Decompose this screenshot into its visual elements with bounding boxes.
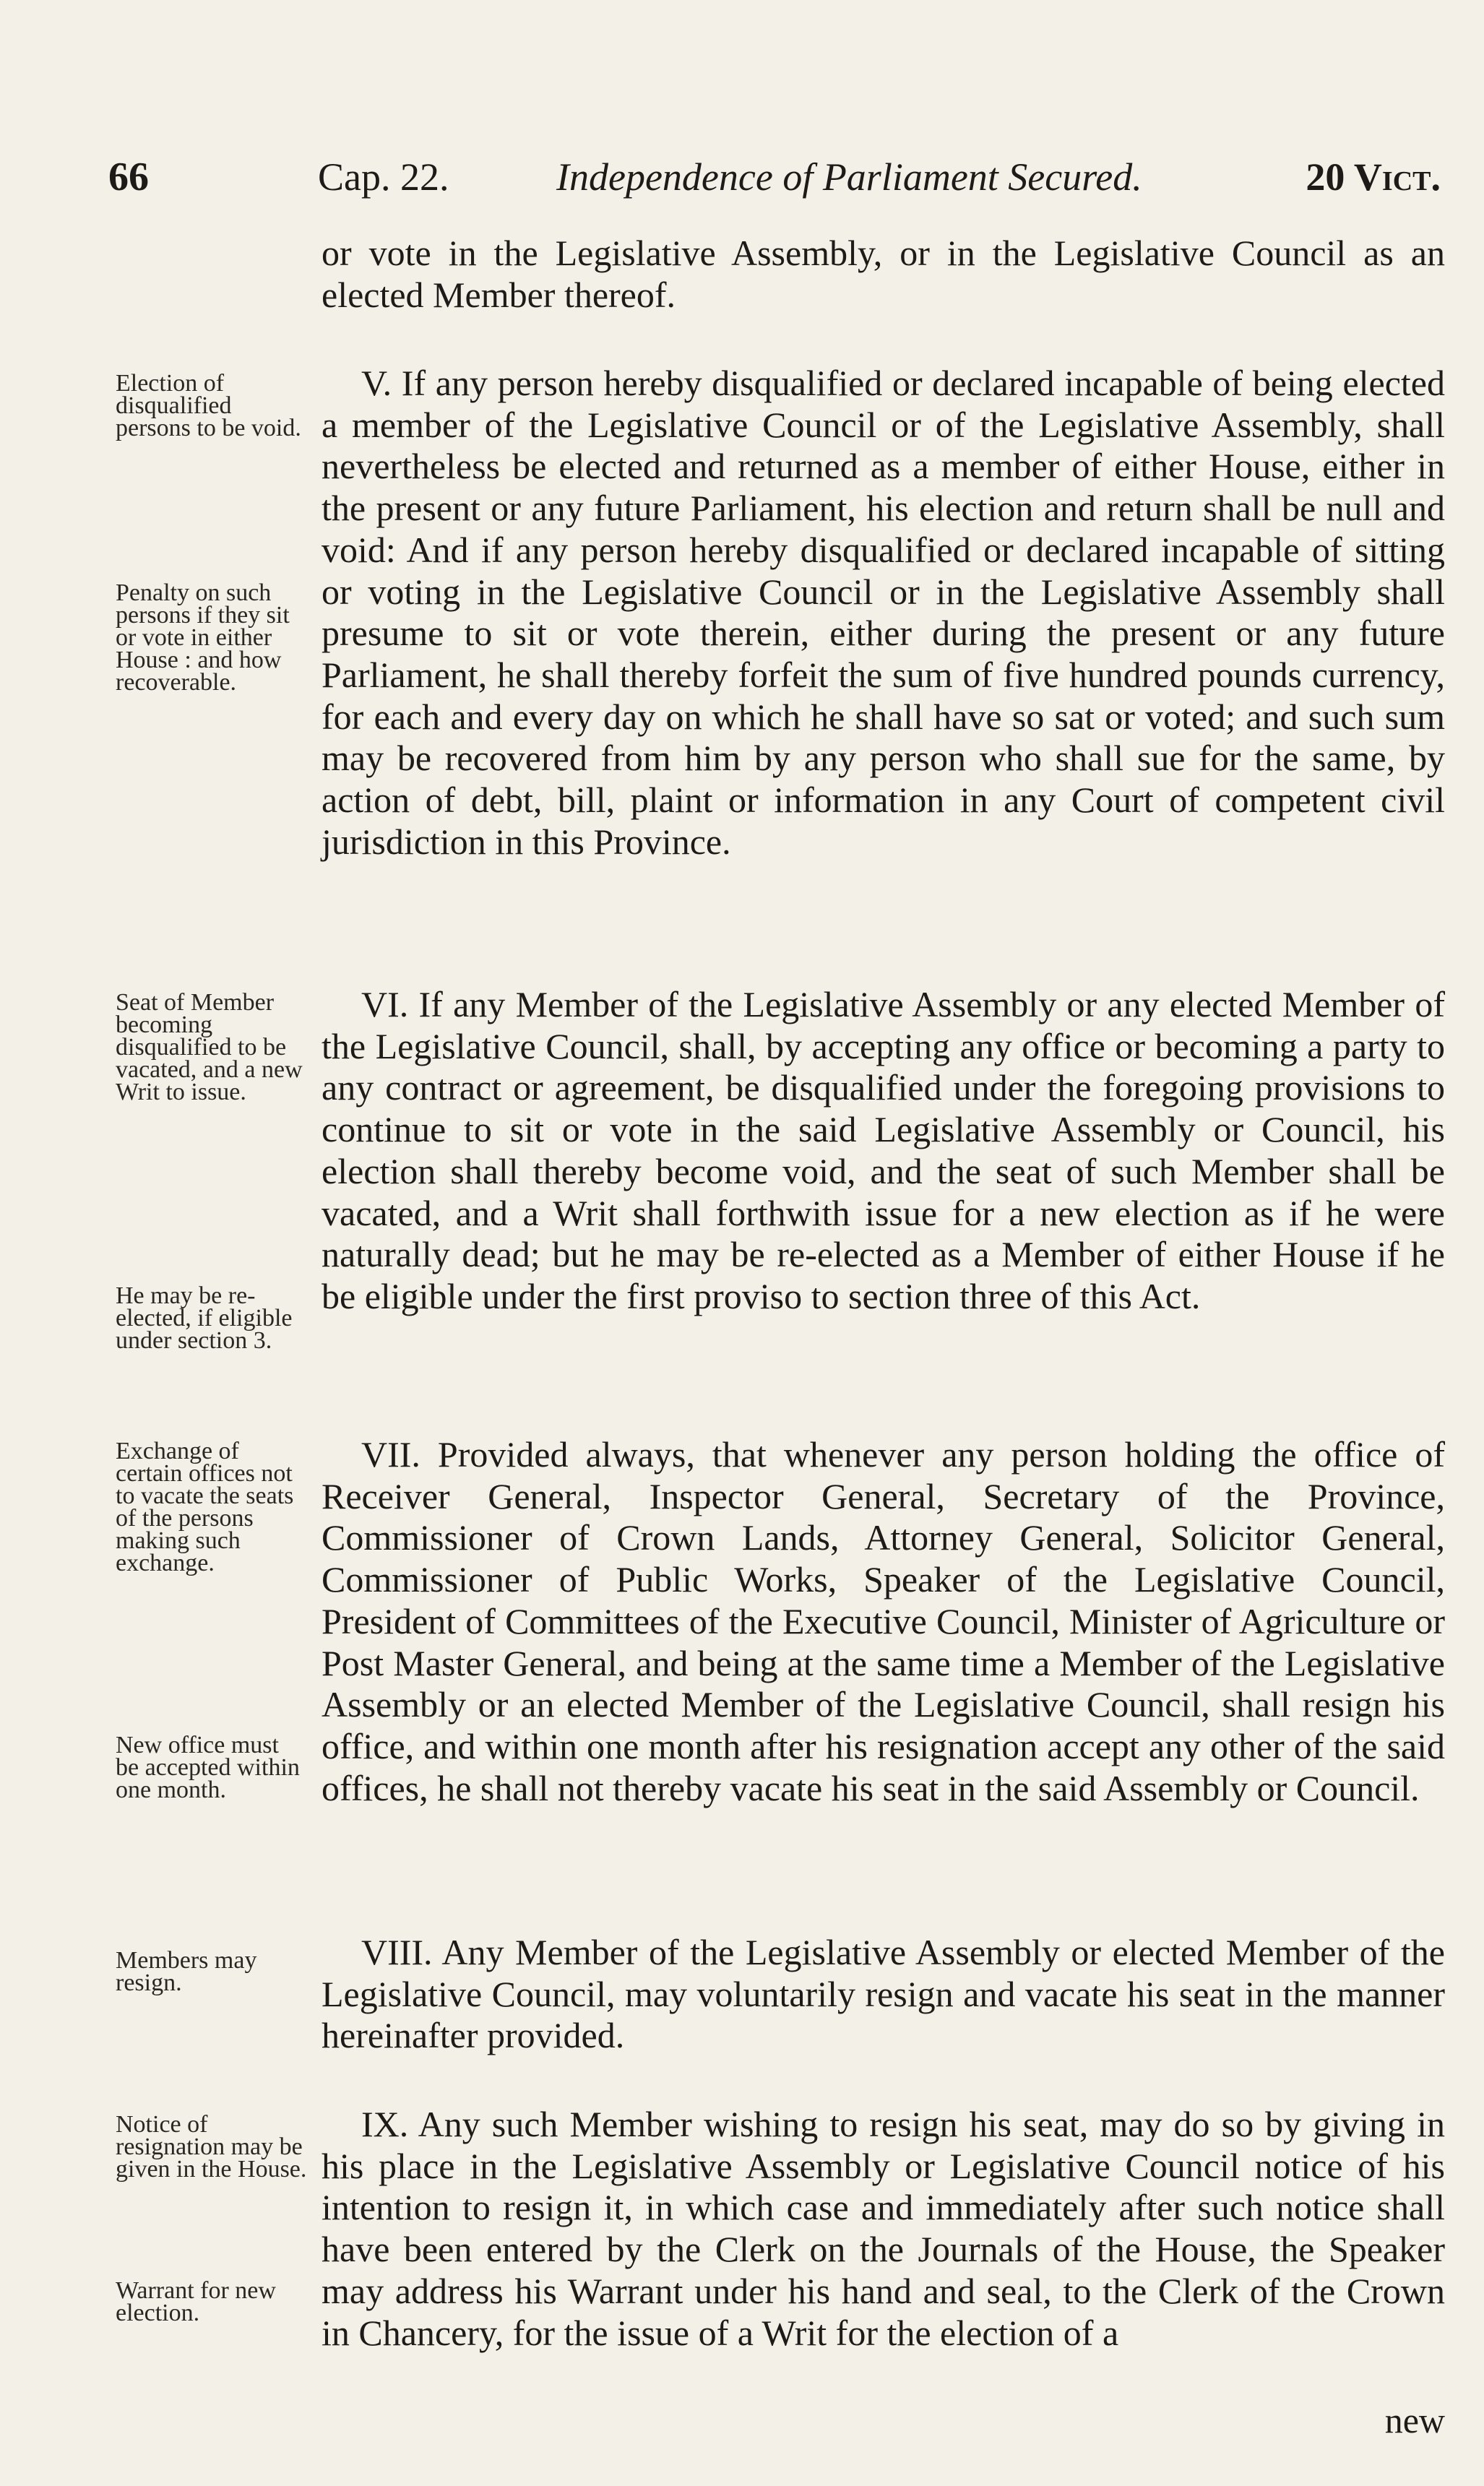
section-6 — [322, 984, 1445, 1318]
section-text: or vote in the Legislative Assembly, or in the Legislative Council as an elected Member thereof. — [322, 233, 1445, 315]
running-header — [108, 152, 1441, 202]
margin-note-new-office: New office must be accepted within one month. — [116, 1732, 300, 1803]
section-text: VI. If any Member of the Legislative Assembly or any elected Member of the Legislative Council, shall, by accepting any office or becoming a party to any contract or agreement, be disqualified under the foregoing provisions to continue to sit or vote in the said Legislative Assembly or Council, his election shall thereby become void, and the seat of such Member shall be vacated, and a Writ shall forthwith issue for a new election as if he were naturally dead; but he may be re-elected as a Member of either House if he be eligible under the first proviso to section three of this Act. — [322, 984, 1445, 1316]
margin-note-resign: Members may resign. — [116, 1947, 257, 1996]
margin-note-re-elected: He may be re-elected, if eligible under section 3. — [116, 1282, 293, 1354]
chapter-label: Cap. 22. — [318, 155, 449, 199]
regnal-year: 20 Vict. — [1306, 155, 1441, 199]
running-title: Independence of Parliament Secured. — [556, 155, 1142, 199]
section-8 — [322, 1932, 1445, 2057]
section-text: IX. Any such Member wishing to resign his seat, may do so by giving in his place in the Legislative Assembly or Legislative Council notice of his intention to resign it, in which case and immediately after such notice shall have been entered by the Clerk on the Journals of the House, the Speaker may address his Warrant under his hand and seal, to the Clerk of the Crown in Chancery, for the issue of a Writ for the election of a — [322, 2104, 1445, 2353]
section-5 — [322, 363, 1445, 863]
margin-note-seat-vacated: Seat of Member becoming disqualified to be vacated, and a new Writ to issue. — [116, 989, 303, 1105]
catchword: new — [1384, 2400, 1445, 2440]
margin-note-notice: Notice of resignation may be given in the House. — [116, 2111, 307, 2183]
page-number: 66 — [108, 155, 149, 199]
intro-paragraph — [322, 233, 1445, 316]
section-9 — [322, 2104, 1445, 2354]
margin-note-election-void: Election of disqualified persons to be void. — [116, 370, 301, 441]
margin-note-warrant: Warrant for new election. — [116, 2277, 276, 2326]
section-text: VII. Provided always, that whenever any person holding the office of Receiver General, Inspector General, Secretary of the Province, Commissioner of Crown Lands, Attorney General, Solicitor General, Commissioner of Public Works, Speaker of the Legislative Council, President of Committees of the Executive Council, Minister of Agriculture or Post Master General, and being at the same time a Member of the Legislative Assembly or an elected Member of the Legislative Council, shall resign his office, and within one month after his resignation accept any other of the said offices, he shall not thereby vacate his seat in the said Assembly or Council. — [322, 1434, 1445, 1808]
section-7 — [322, 1434, 1445, 1809]
margin-note-penalty: Penalty on such persons if they sit or vote in either House : and how recoverable. — [116, 579, 290, 696]
margin-note-exchange: Exchange of certain offices not to vacate the seats of the persons making such exchange. — [116, 1438, 294, 1576]
section-text: V. If any person hereby disqualified or declared incapable of being elected a member of the Legislative Council or of the Legislative Assembly, shall nevertheless be elected and returned as a member of either House, either in the present or any future Parliament, his election and return shall be null and void: And if any person hereby disqualified or declared incapable of sitting or voting in the Legislative Council or in the Legislative Assembly shall presume to sit or vote therein, either during the present or any future Parliament, he shall thereby forfeit the sum of five hundred pounds currency, for each and every day on which he shall have so sat or voted; and such sum may be recovered from him by any person who shall sue for the same, by action of debt, bill, plaint or information in any Court of competent civil jurisdiction in this Province. — [322, 363, 1445, 862]
section-text: VIII. Any Member of the Legislative Assembly or elected Member of the Legislative Council, may voluntarily resign and vacate his seat in the manner hereinafter provided. — [322, 1932, 1445, 2056]
